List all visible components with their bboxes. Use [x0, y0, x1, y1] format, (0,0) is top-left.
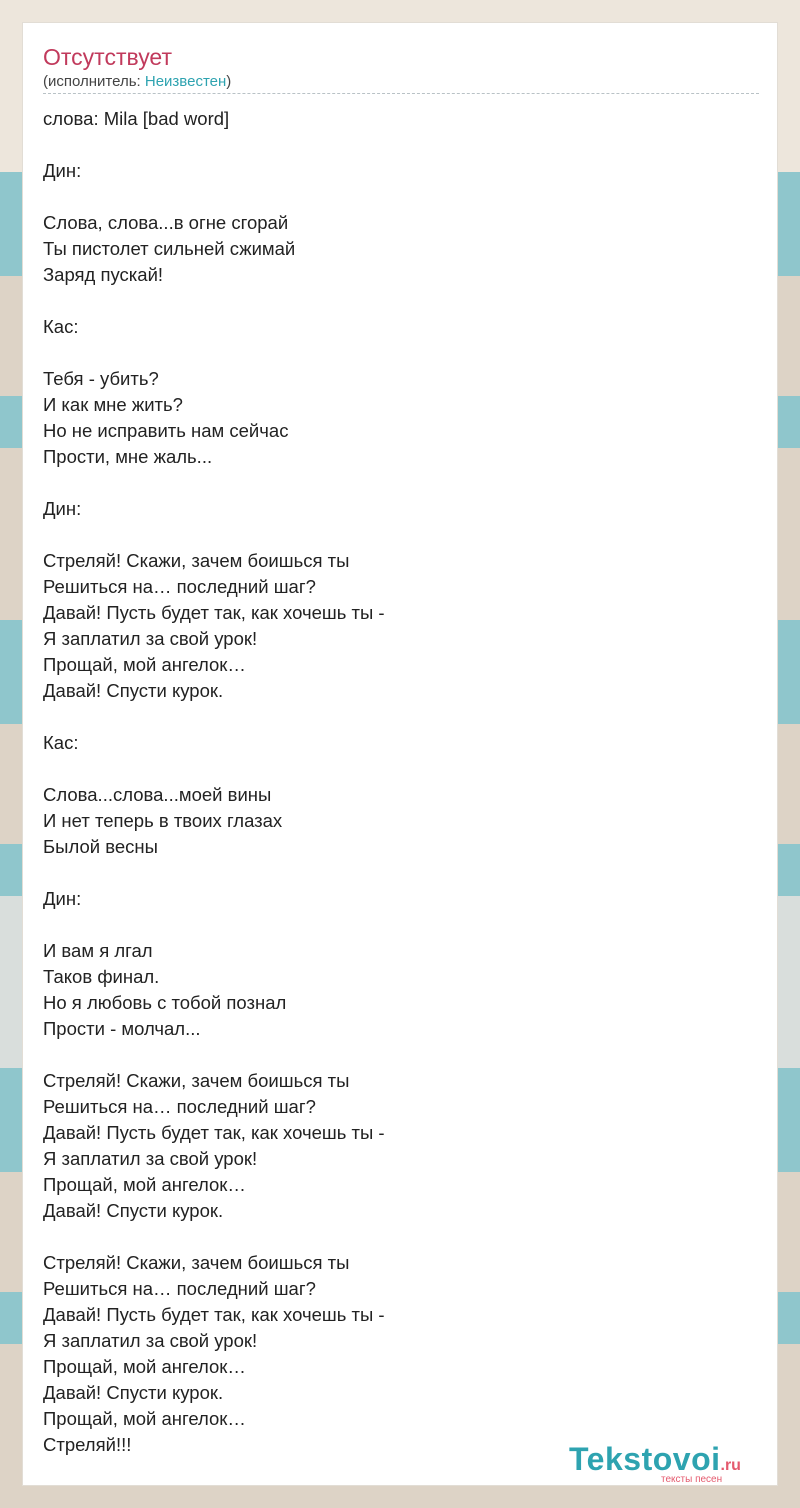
- lyrics-line: Давай! Спусти курок.: [43, 1200, 224, 1221]
- lyrics-line: Давай! Пусть будет так, как хочешь ты -: [43, 1304, 385, 1325]
- artist-link[interactable]: Неизвестен: [144, 73, 227, 90]
- lyrics-line: Стреляй! Скажи, зачем боишься ты: [43, 1070, 350, 1091]
- lyrics-line: Но не исправить нам сейчас: [43, 420, 289, 441]
- lyrics-line: Былой весны: [43, 836, 158, 857]
- lyrics-line: Кас:: [43, 316, 79, 337]
- lyrics-line: [43, 184, 759, 210]
- lyrics-line: Я заплатил за свой урок!: [43, 628, 258, 649]
- artist-suffix: ): [226, 73, 232, 90]
- lyrics-line: Стреляй! Скажи, зачем боишься ты: [43, 550, 350, 571]
- lyrics-line: Прощай, мой ангелок…: [43, 1356, 246, 1377]
- artist-line: [43, 73, 231, 91]
- lyrics-line: [43, 1042, 759, 1068]
- lyrics-line: [43, 470, 759, 496]
- lyrics-line: Давай! Спусти курок.: [43, 1382, 224, 1403]
- lyrics-line: [43, 860, 759, 886]
- lyrics-line: Прощай, мой ангелок…: [43, 654, 246, 675]
- logo-tld: .ru: [720, 1457, 741, 1474]
- lyrics-line: Давай! Пусть будет так, как хочешь ты -: [43, 602, 385, 623]
- lyrics-card: [22, 22, 778, 1486]
- lyrics-line: Таков финал.: [43, 966, 160, 987]
- logo-name: Tekstovoi: [569, 1441, 721, 1477]
- lyrics-line: Давай! Пусть будет так, как хочешь ты -: [43, 1122, 385, 1143]
- lyrics-line: Я заплатил за свой урок!: [43, 1330, 258, 1351]
- lyrics-line: Прости - молчал...: [43, 1018, 201, 1039]
- lyrics-line: Стреляй! Скажи, зачем боишься ты: [43, 1252, 350, 1273]
- lyrics-line: [43, 522, 759, 548]
- song-title: Отсутствует: [43, 44, 172, 70]
- lyrics-text: [43, 106, 759, 1458]
- lyrics-line: Слова...слова...моей вины: [43, 784, 272, 805]
- lyrics-line: [43, 288, 759, 314]
- lyrics-line: Заряд пускай!: [43, 264, 164, 285]
- lyrics-line: Стреляй!!!: [43, 1434, 132, 1455]
- lyrics-line: Я заплатил за свой урок!: [43, 1148, 258, 1169]
- lyrics-line: [43, 132, 759, 158]
- lyrics-line: И вам я лгал: [43, 940, 153, 961]
- tekstovoi-logo[interactable]: [569, 1440, 775, 1488]
- lyrics-line: Прощай, мой ангелок…: [43, 1408, 246, 1429]
- lyrics-line: слова: Mila [bad word]: [43, 108, 230, 129]
- lyrics-line: [43, 704, 759, 730]
- lyrics-line: Прости, мне жаль...: [43, 446, 213, 467]
- lyrics-line: Решиться на… последний шаг?: [43, 1278, 316, 1299]
- lyrics-line: [43, 912, 759, 938]
- lyrics-line: И нет теперь в твоих глазах: [43, 810, 283, 831]
- lyrics-line: Но я любовь с тобой познал: [43, 992, 287, 1013]
- lyrics-line: Кас:: [43, 732, 79, 753]
- lyrics-line: Тебя - убить?: [43, 368, 159, 389]
- lyrics-line: Ты пистолет сильней сжимай: [43, 238, 296, 259]
- lyrics-line: Прощай, мой ангелок…: [43, 1174, 246, 1195]
- lyrics-line: [43, 1224, 759, 1250]
- lyrics-line: Решиться на… последний шаг?: [43, 1096, 316, 1117]
- logo-tagline: тексты песен: [661, 1474, 723, 1485]
- lyrics-line: Давай! Спусти курок.: [43, 680, 224, 701]
- lyrics-line: [43, 756, 759, 782]
- artist-prefix: (исполнитель:: [43, 73, 145, 90]
- lyrics-line: [43, 340, 759, 366]
- lyrics-line: И как мне жить?: [43, 394, 183, 415]
- lyrics-line: Решиться на… последний шаг?: [43, 576, 316, 597]
- header-divider: [43, 93, 759, 94]
- lyrics-line: Дин:: [43, 498, 82, 519]
- lyrics-line: Слова, слова...в огне сгорай: [43, 212, 289, 233]
- lyrics-line: Дин:: [43, 160, 82, 181]
- lyrics-line: Дин:: [43, 888, 82, 909]
